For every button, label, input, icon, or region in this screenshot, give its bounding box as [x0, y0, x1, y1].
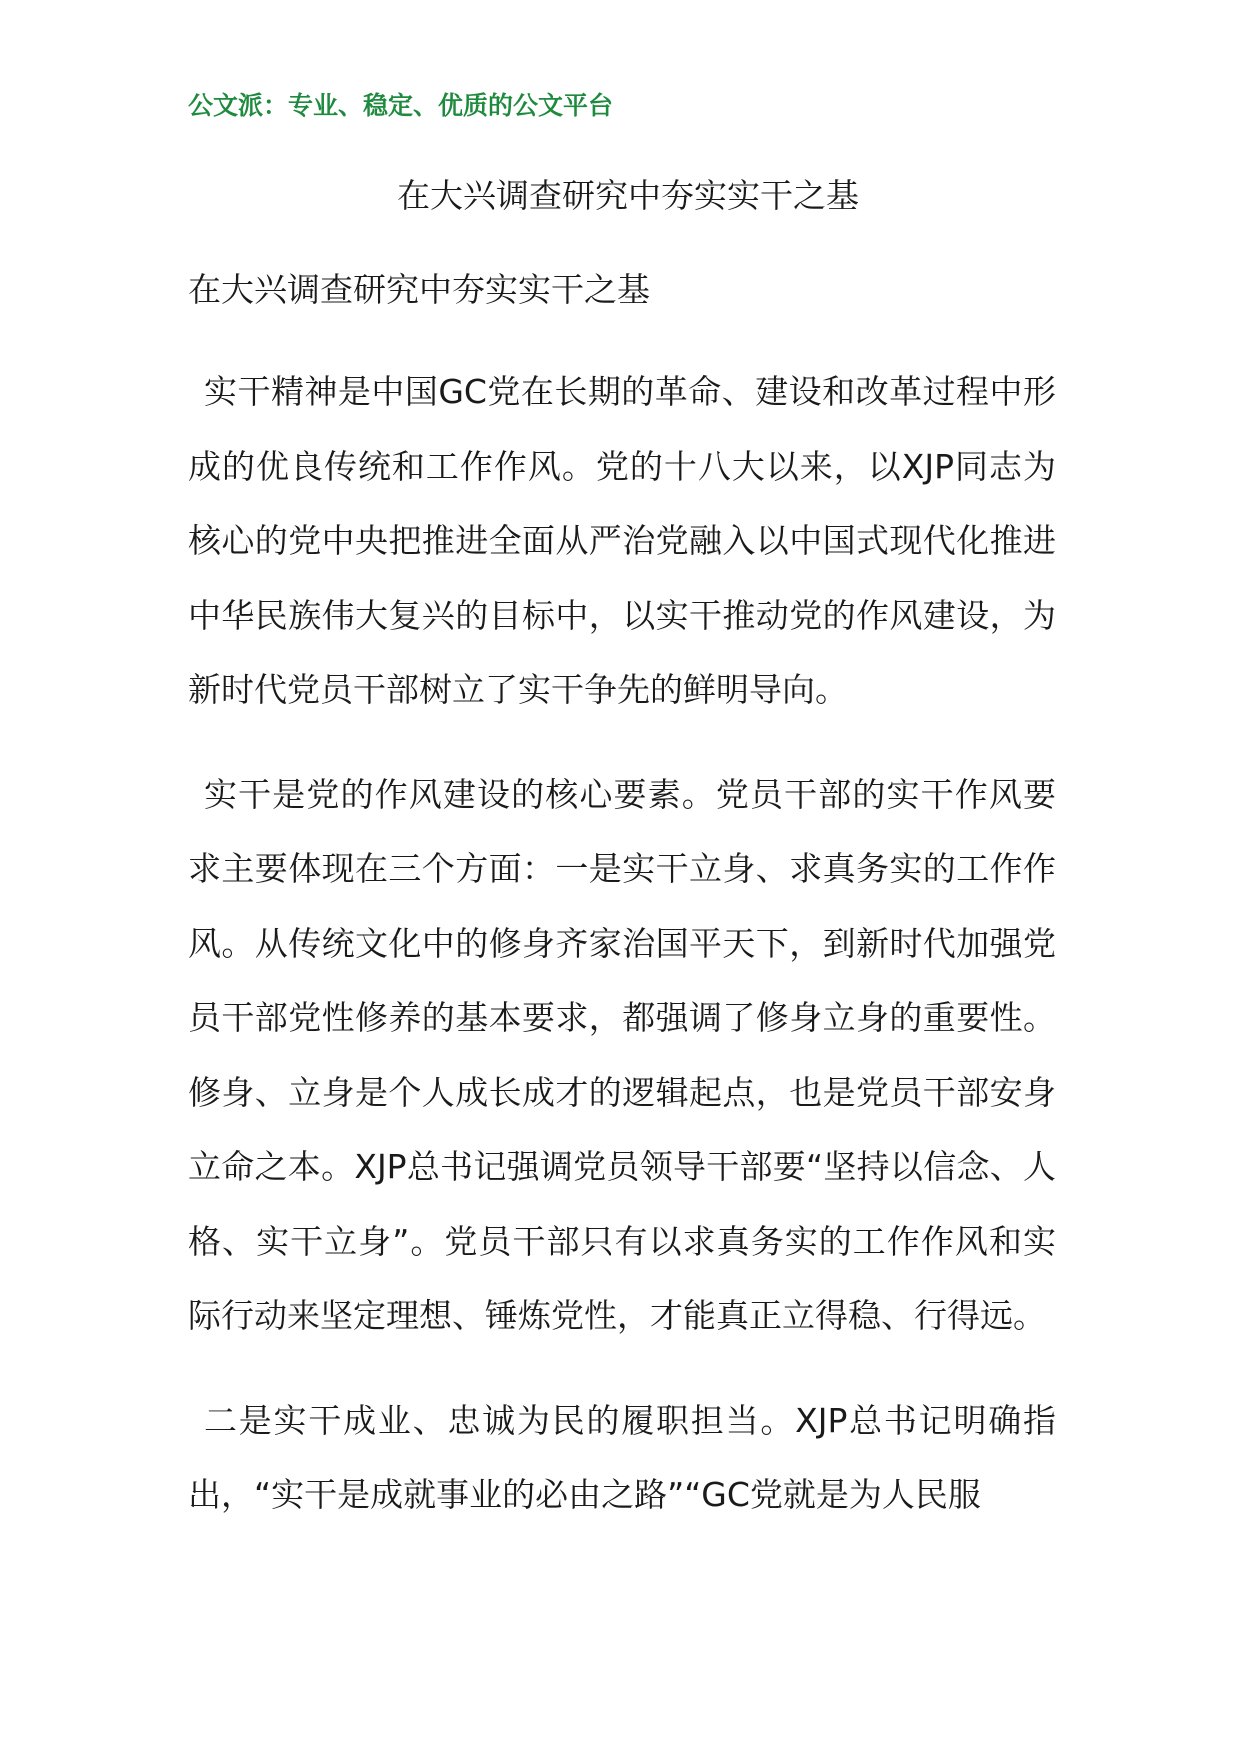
header-tagline: 公文派：专业、稳定、优质的公文平台 [188, 91, 614, 120]
body-paragraph: 实干精神是中国GC党在长期的革命、建设和改革过程中形成的优良传统和工作作风。党的十八大以来，以XJP同志为核心的党中央把推进全面从严治党融入以中国式现代化推进中华民族伟大复兴的目标中，以实干推动党的作风建设，为新时代党员干部树立了实干争先的鲜明导向。 [188, 372, 1056, 709]
document-title: 在大兴调查研究中夯实实干之基 [397, 176, 859, 215]
document-body [188, 355, 1056, 1563]
document-subtitle: 在大兴调查研究中夯实实干之基 [188, 270, 650, 309]
body-paragraph: 二是实干成业、忠诚为民的履职担当。XJP总书记明确指出，“实干是成就事业的必由之路”“GC党就是为人民服 [188, 1400, 1056, 1514]
body-paragraph: 实干是党的作风建设的核心要素。党员干部的实干作风要求主要体现在三个方面：一是实干立身、求真务实的工作作风。从传统文化中的修身齐家治国平天下，到新时代加强党员干部党性修养的基本要求，都强调了修身立身的重要性。修身、立身是个人成长成才的逻辑起点，也是党员干部安身立命之本。XJP总书记强调党员领导干部要“坚持以信念、人格、实干立身”。党员干部只有以求真务实的工作作风和实际行动来坚定理想、锤炼党性，才能真正立得稳、行得远。 [188, 774, 1056, 1335]
